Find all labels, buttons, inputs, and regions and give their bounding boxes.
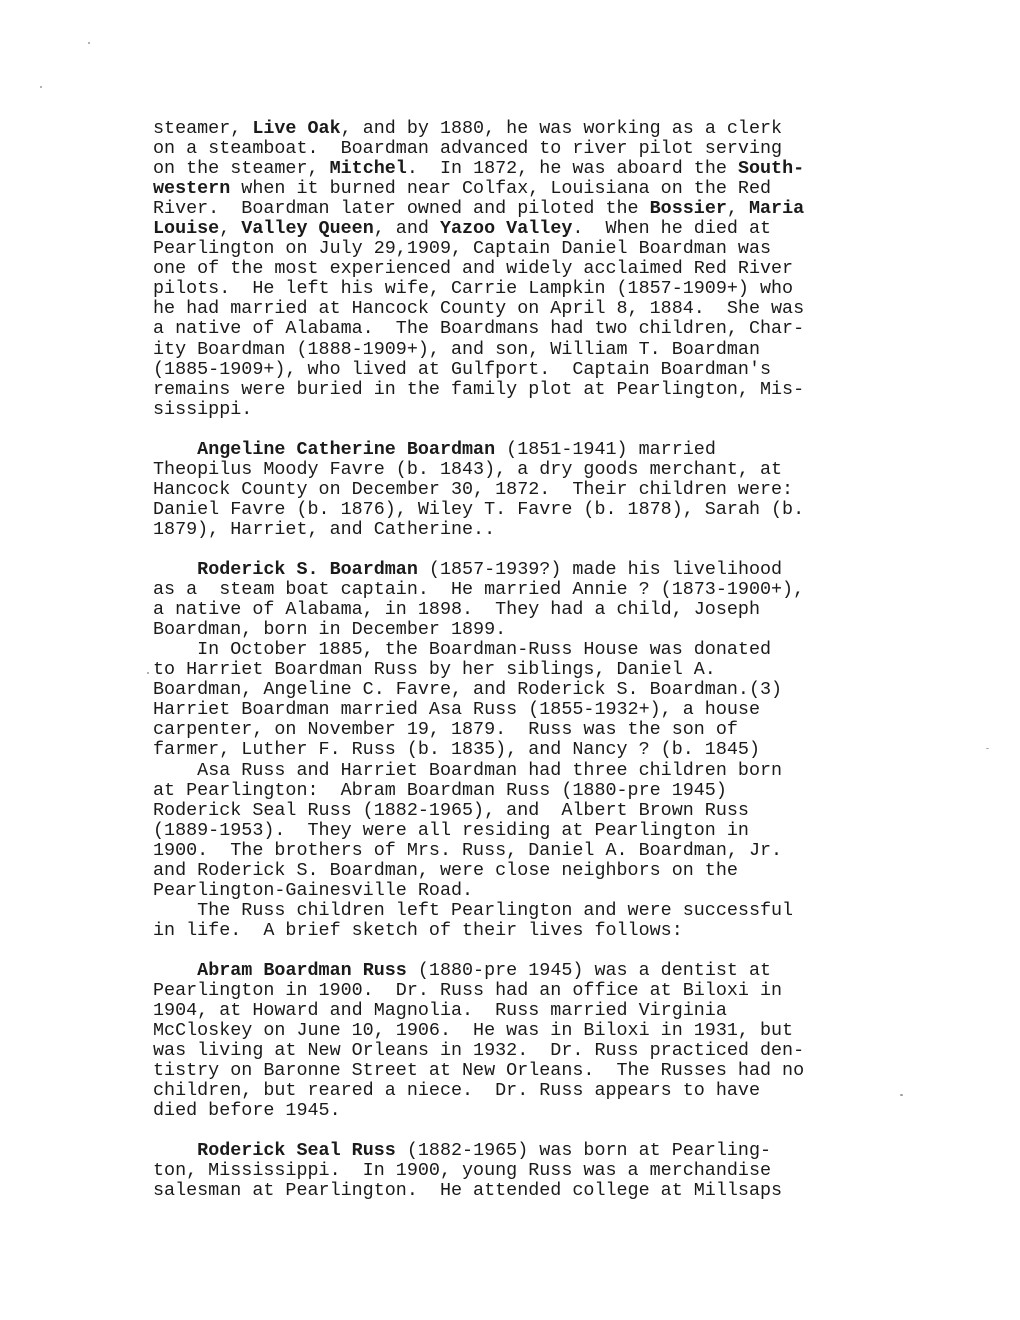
text-run: In October 1885, the Boardman-Russ House was donated [153,639,772,661]
text-run: farmer, Luther F. Russ (b. 1835), and Nancy ? (b. 1845) [153,739,760,761]
text-run: Boardman, born in December 1899. [153,619,507,641]
scan-speck [147,672,149,674]
text-run: when it burned near Colfax, Louisiana on the Red [230,178,772,200]
text-line [153,1081,873,1101]
text-line [153,179,873,199]
text-line [153,740,873,760]
bold-name: Live Oak [252,118,341,139]
text-line [153,1141,873,1161]
text-line [153,360,873,380]
text-run: Harriet Boardman married Asa Russ (1855-1932+), a house [153,699,760,721]
text-run: tistry on Baronne Street at New Orleans. The Russes had no [153,1060,805,1082]
text-line [153,520,873,540]
text-line [153,1061,873,1081]
text-line [153,841,873,861]
text-line [153,901,873,921]
text-run: River. Boardman later owned and piloted the [153,198,650,220]
text-run: was living at New Orleans in 1932. Dr. Russ practiced den- [153,1040,805,1062]
text-line [153,159,873,179]
text-run: (1889-1953). They were all residing at Pearlington in [153,819,749,841]
text-run: steamer, [153,118,253,139]
text-line [153,139,873,159]
text-run: , [726,198,749,220]
text-run: , and [373,218,440,240]
text-run: McCloskey on June 10, 1906. He was in Biloxi in 1931, but [153,1020,794,1042]
bold-name: South- [737,158,805,180]
text-line [153,1161,873,1181]
text-run: Roderick Seal Russ (1882-1965), and Albert Brown Russ [153,799,749,821]
text-line [153,961,873,981]
text-run: 1879), Harriet, and Catherine.. [153,518,496,540]
text-line [153,600,873,620]
text-run: pilots. He left his wife, Carrie Lampkin (1857-1909+) who [153,278,794,300]
text-run: children, but reared a niece. Dr. Russ appears to have [153,1080,760,1102]
text-run: and Roderick S. Boardman, were close neighbors on the [153,859,738,881]
text-line [153,580,873,600]
text-run: ton, Mississippi. In 1900, young Russ was a merchandise [153,1160,772,1182]
bold-name: Abram Boardman Russ [197,959,407,981]
bold-name: Maria [748,198,805,220]
text-line [153,219,873,239]
text-run: he had married at Hancock County on April 8, 1884. She was [153,298,805,320]
text-run: at Pearlington: Abram Boardman Russ (1880-pre 1945) [153,779,727,801]
text-run: one of the most experienced and widely acclaimed Red River [153,258,794,280]
text-line [153,861,873,881]
text-line [153,821,873,841]
text-run [153,439,197,460]
text-line [153,660,873,680]
bold-name: Louise [153,218,220,240]
bold-name: Mitchel [329,158,407,180]
text-run: to Harriet Boardman Russ by her siblings, Daniel A. [153,659,716,681]
text-line [153,440,873,460]
text-line [153,560,873,580]
text-run: Hancock County on December 30, 1872. Their children were: [153,478,794,500]
text-run: Theopilus Moody Favre (b. 1843), a dry goods merchant, at [153,458,783,480]
text-run: died before 1945. [153,1100,341,1122]
bold-name: Yazoo Valley [439,218,573,240]
text-line [153,1001,873,1021]
text-run: , [219,218,242,240]
text-run: ity Boardman (1888-1909+), and son, William T. Boardman [153,338,760,360]
paragraph-gap [153,941,873,961]
text-run: as a steam boat captain. He married Annie ? (1873-1900+), [153,579,805,601]
text-line [153,640,873,660]
text-run: (1882-1965) was born at Pearling- [395,1140,772,1162]
text-line [153,700,873,720]
text-line [153,279,873,299]
text-line [153,340,873,360]
bold-name: Angeline Catherine Boardman [197,438,496,460]
scan-speck [40,86,42,88]
text-line [153,981,873,1001]
text-run: Asa Russ and Harriet Boardman had three children born [153,759,783,781]
text-line [153,921,873,941]
text-line [153,680,873,700]
text-run: Pearlington-Gainesville Road. [153,879,474,901]
text-run: 1904, at Howard and Magnolia. Russ married Virginia [153,1000,727,1022]
text-line [153,239,873,259]
text-run: , and by 1880, he was working as a clerk [340,118,783,139]
text-run: salesman at Pearlington. He attended college at Millsaps [153,1180,783,1202]
text-line [153,500,873,520]
text-line [153,299,873,319]
text-run: Pearlington on July 29,1909, Captain Daniel Boardman was [153,238,772,260]
bold-name: Roderick Seal Russ [197,1140,396,1162]
text-line [153,460,873,480]
text-line [153,259,873,279]
text-line [153,119,873,139]
text-line [153,1181,873,1201]
text-run: on the steamer, [153,158,330,180]
text-run: in life. A brief sketch of their lives follows: [153,919,683,941]
text-run: (1880-pre 1945) was a dentist at [406,959,772,981]
scan-speck [986,748,989,749]
text-run [153,960,197,981]
text-run: . In 1872, he was aboard the [406,158,738,180]
text-line [153,319,873,339]
text-run: carpenter, on November 19, 1879. Russ was the son of [153,719,738,741]
document-body [153,119,873,1202]
text-line [153,761,873,781]
text-line [153,781,873,801]
text-run: a native of Alabama, in 1898. They had a child, Joseph [153,599,760,621]
text-run: 1900. The brothers of Mrs. Russ, Daniel A. Boardman, Jr. [153,839,783,861]
text-run [153,559,197,580]
text-run: (1857-1939?) made his livelihood [417,559,783,581]
text-run: sissippi. [153,398,253,420]
text-line [153,801,873,821]
bold-name: Bossier [649,198,727,220]
text-run: a native of Alabama. The Boardmans had two children, Char- [153,318,805,340]
text-run: Boardman, Angeline C. Favre, and Roderick S. Boardman.(3) [153,679,783,701]
text-run: Daniel Favre (b. 1876), Wiley T. Favre (b. 1878), Sarah (b. [153,498,805,520]
text-line [153,480,873,500]
bold-name: Roderick S. Boardman [197,559,418,581]
text-line [153,620,873,640]
text-line [153,199,873,219]
text-run: remains were buried in the family plot at Pearlington, Mis- [153,378,805,400]
text-run [153,1140,197,1161]
paragraph-gap [153,1121,873,1141]
text-line [153,1041,873,1061]
text-run: . When he died at [572,218,772,240]
text-run: on a steamboat. Boardman advanced to river pilot serving [153,138,783,160]
text-line [153,720,873,740]
paragraph-gap [153,420,873,440]
text-run: (1851-1941) married [495,438,716,460]
text-line [153,380,873,400]
scan-speck [88,42,90,44]
text-line [153,1021,873,1041]
text-run: Pearlington in 1900. Dr. Russ had an office at Biloxi in [153,980,783,1002]
text-line [153,400,873,420]
paragraph-gap [153,540,873,560]
text-line [153,881,873,901]
bold-name: western [153,178,231,200]
text-run: The Russ children left Pearlington and were successful [153,899,794,921]
text-run: (1885-1909+), who lived at Gulfport. Captain Boardman's [153,358,772,380]
scan-speck [900,1094,903,1096]
text-line [153,1101,873,1121]
bold-name: Valley Queen [241,218,374,240]
